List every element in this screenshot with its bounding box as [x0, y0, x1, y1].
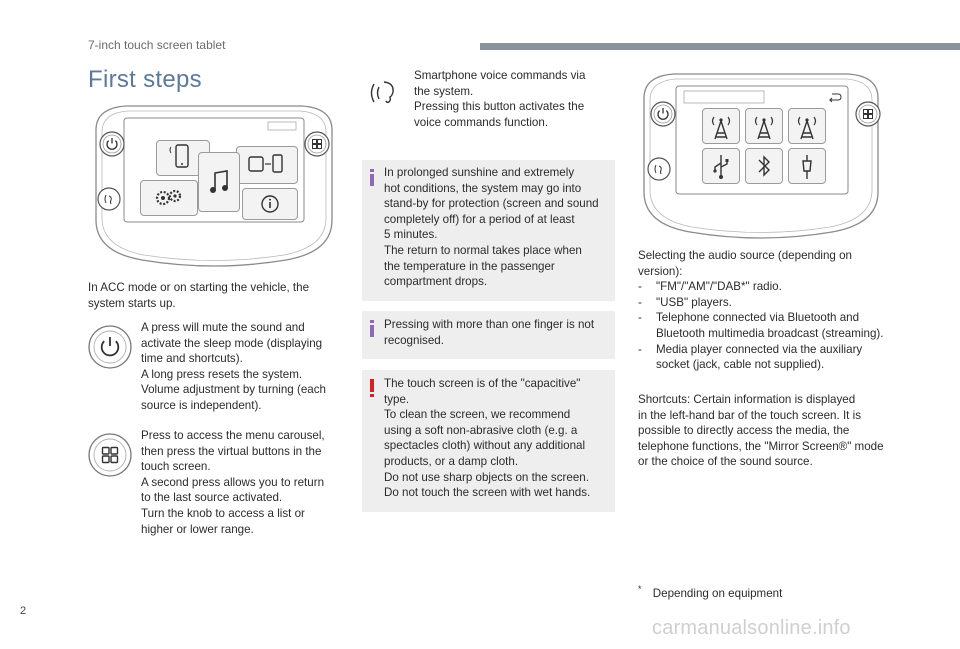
- warning-line: Do not touch the screen with wet hands.: [384, 486, 591, 500]
- tablet-menu-knob: [304, 131, 330, 157]
- tile-radio-fm: [702, 108, 740, 144]
- menu-line: Press to access the menu carousel,: [141, 429, 325, 442]
- power-line: A press will mute the sound and: [141, 321, 305, 334]
- power-button-description: [141, 320, 351, 414]
- intro-paragraph: [88, 280, 328, 311]
- warning-line: products, or a damp cloth.: [384, 454, 519, 468]
- list-item: [638, 310, 908, 341]
- power-icon: [87, 324, 133, 370]
- tile-usb: [702, 148, 740, 184]
- menu-line: to the last source activated.: [141, 491, 283, 505]
- radio-tower-icon: [789, 109, 825, 143]
- list-dash: -: [638, 311, 642, 325]
- tablet-menu-knob: [855, 101, 881, 127]
- warning-line: spectacles cloth) without any additional: [384, 439, 586, 453]
- shortcuts-section: [638, 392, 928, 470]
- info-box-finger: [362, 311, 615, 359]
- menu-grid-icon: [855, 101, 881, 127]
- tile-radio-am: [745, 108, 783, 144]
- info-mark-icon: [370, 169, 374, 186]
- shortcuts-line: possible to directly access the media, the: [638, 424, 850, 438]
- audio-intro-line: version):: [638, 264, 683, 278]
- menu-button-description: [141, 428, 356, 537]
- menu-line: touch screen.: [141, 460, 211, 474]
- info-line: In prolonged sunshine and extremely: [384, 166, 575, 179]
- power-icon: [99, 131, 125, 157]
- intro-text: In ACC mode or on starting the vehicle, the system starts up.: [88, 281, 310, 310]
- voice-line: the system.: [414, 84, 474, 98]
- voice-command-icon: [366, 76, 406, 110]
- list-dash: -: [638, 295, 642, 309]
- warning-line: type.: [384, 392, 410, 406]
- info-line: 5 minutes.: [384, 228, 438, 242]
- info-box-sunshine: [362, 160, 615, 301]
- info-line: The return to normal takes place when: [384, 243, 582, 257]
- tile-radio-dab: [788, 108, 826, 144]
- list-dash: -: [638, 342, 642, 356]
- list-item: [638, 342, 908, 373]
- settings-gears-icon: [141, 181, 197, 215]
- tile-car-phone: [236, 146, 298, 184]
- warning-box-cleaning: [362, 370, 615, 512]
- audio-intro-line: Selecting the audio source (depending on: [638, 249, 852, 262]
- info-icon: [243, 189, 297, 219]
- menu-grid-icon: [304, 131, 330, 157]
- tile-bluetooth: [745, 148, 783, 184]
- music-note-icon: [199, 153, 239, 211]
- list-dash: -: [638, 280, 642, 294]
- tile-aux: [788, 148, 826, 184]
- tile-settings: [140, 180, 198, 216]
- list-text: socket (jack, cable not supplied).: [656, 358, 825, 372]
- aux-jack-icon: [789, 149, 825, 183]
- voice-description: [414, 68, 614, 130]
- voice-command-icon: [97, 187, 121, 211]
- page-number: 2: [20, 605, 27, 617]
- list-text: "USB" players.: [656, 295, 732, 309]
- menu-line: Turn the knob to access a list or: [141, 506, 305, 520]
- car-phone-icon: [237, 147, 297, 183]
- page-title: First steps: [88, 66, 202, 93]
- power-line: time and shortcuts).: [141, 352, 243, 366]
- footnote-text: Depending on equipment: [652, 586, 783, 600]
- voice-line: voice commands function.: [414, 115, 549, 129]
- header-bar: [480, 43, 960, 50]
- list-text: Media player connected via the auxiliary: [656, 342, 863, 356]
- info-line: the temperature in the passenger: [384, 259, 555, 273]
- warning-line: The touch screen is of the "capacitive": [384, 377, 581, 390]
- tablet-voice-knob: [97, 187, 121, 211]
- shortcuts-line: in the left-hand bar of the touch screen. It is: [638, 408, 861, 422]
- usb-icon: [703, 149, 739, 183]
- voice-line: Pressing this button activates the: [414, 100, 585, 114]
- menu-line: higher or lower range.: [141, 522, 254, 536]
- warning-mark-icon: [370, 379, 374, 397]
- voice-command-icon: [647, 157, 671, 181]
- footnote: [638, 584, 782, 600]
- shortcuts-line: Shortcuts: Certain information is displayed: [638, 393, 856, 406]
- section-header: 7-inch touch screen tablet: [88, 38, 226, 52]
- voice-command-icon-large: [366, 76, 406, 115]
- tile-info: [242, 188, 298, 220]
- shortcuts-line: telephone functions, the "Mirror Screen®" mode: [638, 439, 884, 453]
- info-line: recognised.: [384, 333, 444, 347]
- power-line: activate the sleep mode (displaying: [141, 336, 323, 350]
- info-line: compartment drops.: [384, 275, 488, 289]
- tablet-voice-knob: [647, 157, 671, 181]
- bluetooth-icon: [746, 149, 782, 183]
- footnote-marker: *: [638, 584, 642, 594]
- list-item: [638, 295, 908, 311]
- info-line: hot conditions, the system may go into: [384, 181, 582, 195]
- radio-tower-icon: [703, 109, 739, 143]
- info-line: completely off) for a period of at least: [384, 212, 575, 226]
- watermark: carmanualsonline.info: [652, 617, 851, 639]
- list-text: Telephone connected via Bluetooth and: [656, 311, 860, 325]
- menu-line: then press the virtual buttons in the: [141, 444, 322, 458]
- warning-line: using a soft non-abrasive cloth (e.g. a: [384, 423, 578, 437]
- menu-grid-icon: [87, 432, 133, 478]
- menu-line: A second press allows you to return: [141, 475, 325, 489]
- list-text: Bluetooth multimedia broadcast (streaming).: [656, 326, 884, 340]
- tablet-power-knob: [99, 131, 125, 157]
- warning-line: To clean the screen, we recommend: [384, 408, 571, 422]
- power-line: source is independent).: [141, 398, 262, 412]
- warning-line: Do not use sharp objects on the screen.: [384, 470, 589, 484]
- info-line: stand-by for protection (screen and sound: [384, 197, 599, 211]
- power-line: Volume adjustment by turning (each: [141, 383, 326, 397]
- tablet-power-knob: [650, 101, 676, 127]
- voice-line: Smartphone voice commands via: [414, 69, 586, 82]
- list-text: "FM"/"AM"/"DAB*" radio.: [656, 280, 782, 294]
- radio-tower-icon: [746, 109, 782, 143]
- power-icon: [650, 101, 676, 127]
- menu-button-icon: [87, 432, 133, 478]
- shortcuts-line: or the choice of the sound source.: [638, 455, 813, 469]
- power-line: A long press resets the system.: [141, 367, 303, 381]
- audio-source-section: [638, 248, 908, 373]
- list-item: [638, 279, 908, 295]
- tile-music: [198, 152, 240, 212]
- power-button-icon: [87, 324, 133, 370]
- info-line: Pressing with more than one finger is not: [384, 318, 595, 331]
- info-mark-icon: [370, 320, 374, 337]
